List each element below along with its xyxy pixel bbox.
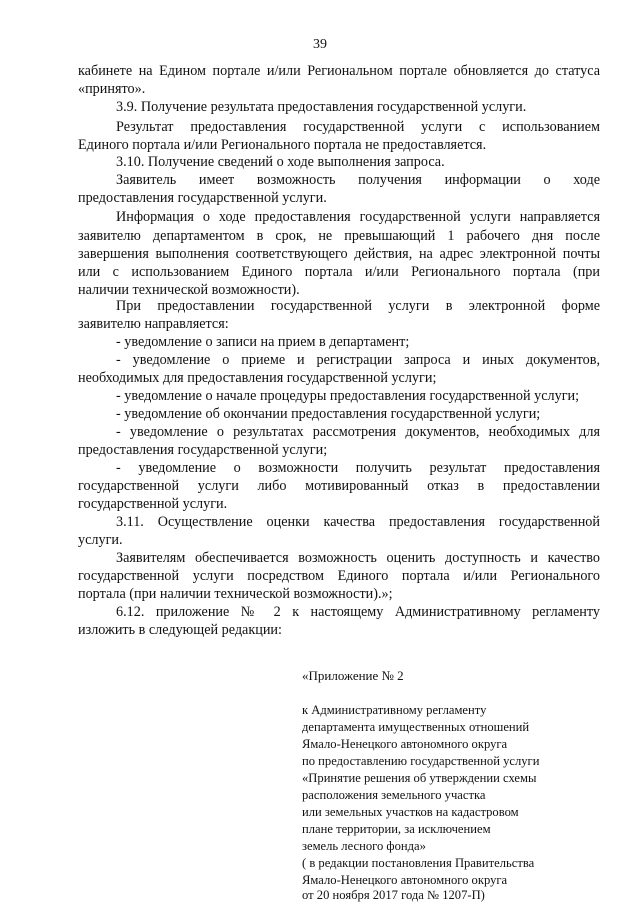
appendix-line: департамента имущественных отношений: [302, 720, 530, 734]
list-item: - уведомление о возможности получить результат предоставления: [116, 460, 600, 476]
appendix-line: Ямало-Ненецкого автономного округа: [302, 737, 508, 751]
list-item: - уведомление об окончании предоставления государственной услуги;: [116, 406, 541, 422]
body-line: заявителю направляется:: [78, 316, 229, 332]
appendix-line: или земельных участков на кадастровом: [302, 805, 519, 819]
body-line: завершения выполнения соответствующего действия, на адрес электронной почты: [78, 246, 600, 262]
body-line: Информация о ходе предоставления государственной услуги направляется: [116, 209, 600, 225]
body-line: Результат предоставления государственной услуги с использованием: [116, 119, 600, 135]
page-number: 39: [313, 37, 327, 52]
appendix-line: Ямало-Ненецкого автономного округа: [302, 873, 508, 887]
list-item: - уведомление о результатах рассмотрения документов, необходимых для: [116, 424, 600, 440]
section-heading: 3.10. Получение сведений о ходе выполнения запроса.: [116, 154, 445, 170]
appendix-line: по предоставлению государственной услуги: [302, 754, 540, 768]
section-heading: 3.11. Осуществление оценки качества предоставления государственной: [116, 514, 600, 530]
body-line: заявителю департаментом в срок, не превышающий 1 рабочего дня после: [78, 228, 600, 244]
appendix-line: от 20 ноября 2017 года № 1207-П): [302, 888, 485, 902]
list-item: - уведомление о начале процедуры предоставления государственной услуги;: [116, 388, 580, 404]
body-line: Заявитель имеет возможность получения информации о ходе: [116, 172, 600, 188]
list-item: - уведомление о записи на прием в департамент;: [116, 334, 410, 350]
body-line: 6.12. приложение № 2 к настоящему Административному регламенту: [116, 604, 600, 620]
list-item-continued: предоставления государственной услуги;: [78, 442, 328, 458]
body-line: государственной услуги посредством Единого портала и/или Регионального: [78, 568, 600, 584]
body-line: «принято».: [78, 81, 146, 97]
body-line: кабинете на Едином портале и/или Региональном портале обновляется до статуса: [78, 63, 600, 79]
section-heading: 3.9. Получение результата предоставления государственной услуги.: [116, 99, 527, 115]
appendix-line: ( в редакции постановления Правительства: [302, 856, 535, 870]
body-line: изложить в следующей редакции:: [78, 622, 282, 638]
body-line: наличии технической возможности).: [78, 282, 300, 298]
appendix-line: «Принятие решения об утверждении схемы: [302, 771, 537, 785]
body-line: Единого портала и/или Регионального портала не предоставляется.: [78, 137, 487, 153]
appendix-title: «Приложение № 2: [302, 668, 404, 683]
body-line: или с использованием Единого портала и/или Регионального портала (при: [78, 264, 600, 280]
list-item-continued: государственной услуги либо мотивированный отказ в предоставлении: [78, 478, 600, 494]
appendix-line: плане территории, за исключением: [302, 822, 491, 836]
list-item-continued: необходимых для предоставления государственной услуги;: [78, 370, 437, 386]
body-line: портала (при наличии технической возможности).»;: [78, 586, 393, 602]
list-item-continued: государственной услуги.: [78, 496, 228, 512]
appendix-line: расположения земельного участка: [302, 788, 486, 802]
body-line: предоставления государственной услуги.: [78, 190, 327, 206]
list-item: - уведомление о приеме и регистрации запроса и иных документов,: [116, 352, 600, 368]
body-line: Заявителям обеспечивается возможность оценить доступность и качество: [116, 550, 600, 566]
body-line: При предоставлении государственной услуги в электронной форме: [116, 298, 600, 314]
section-heading: услуги.: [78, 532, 123, 548]
appendix-line: земель лесного фонда»: [302, 839, 426, 853]
appendix-line: к Административному регламенту: [302, 703, 487, 717]
